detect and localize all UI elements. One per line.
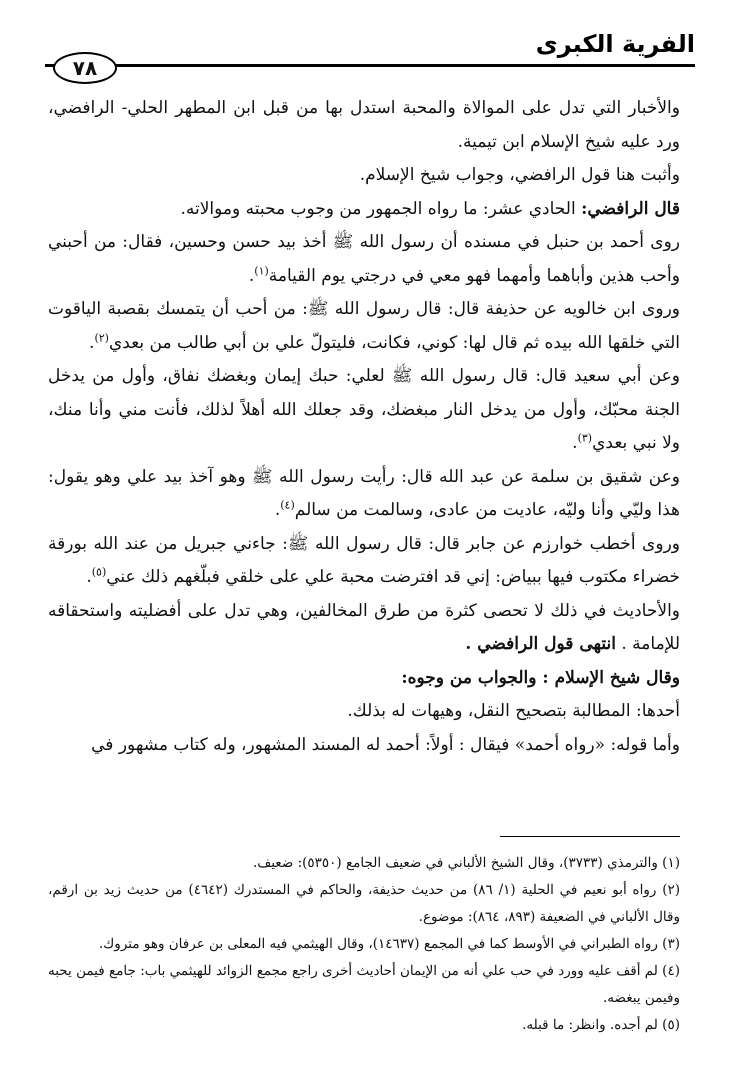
page-number: ٧٨ xyxy=(53,52,117,84)
paragraph xyxy=(48,293,680,360)
footnotes xyxy=(48,850,680,1039)
footnote: (٢) رواه أبو نعيم في الحلية (١/ ٨٦) من حديث حذيفة، والحاكم في المستدرك (٤٦٤٢) من حديث زيد بن ارقم، وقال الألباني في الضعيفة (٨٩٣، ٨٦٤): موضوع. xyxy=(48,882,681,925)
paragraph-end: . xyxy=(89,332,95,353)
header-rule xyxy=(45,64,695,67)
page-header xyxy=(45,28,695,80)
footnote-ref[interactable]: (٣) xyxy=(577,431,593,445)
paragraph: وأما قوله: «رواه أحمد» فيقال : أولاً: أحمد له المسند المشهور، وله كتاب مشهور في xyxy=(91,734,680,755)
paragraph-text: الحادي عشر: ما رواه الجمهور من وجوب محبته وموالاته. xyxy=(180,198,582,219)
paragraph-end: . xyxy=(86,567,92,587)
footnote: (٤) لم أقف عليه وورد في حب علي أنه من الإيمان أحاديث أخرى راجع مجمع الزوائد للهيثمي باب: جامع فيمن يحبه وفيمن يبغضه. xyxy=(48,963,680,1006)
paragraph: والأخبار التي تدل على الموالاة والمحبة استدل بها من قبل ابن المطهر الحلي- الرافضي، ورد عليه شيخ الإسلام ابن تيمية. xyxy=(48,98,680,152)
paragraph-end: . xyxy=(274,500,281,520)
speaker-label: قال الرافضي: xyxy=(581,198,680,219)
paragraph xyxy=(48,662,680,696)
footnote-ref[interactable]: (١) xyxy=(254,263,269,277)
paragraph xyxy=(48,360,680,461)
footnote: (٥) لم أجده. وانظر: ما قبله. xyxy=(522,1017,680,1033)
paragraph xyxy=(48,528,680,595)
paragraph xyxy=(48,193,680,227)
running-title: الفرية الكبرى xyxy=(535,30,695,58)
paragraph-end: . xyxy=(572,433,578,453)
paragraph: وأثبت هنا قول الرافضي، وجواب شيخ الإسلام. xyxy=(359,165,680,185)
paragraph-text: روى أحمد بن حنبل في مسنده أن رسول الله ﷺ أخذ بيد حسن وحسين، فقال: من أحبني وأحب هذين وأباهما وأمهما فهو معي في درجتي يوم القيامة xyxy=(48,232,680,286)
footnote-ref[interactable]: (٤) xyxy=(280,498,295,512)
paragraph-text: وروى ابن خالويه عن حذيفة قال: قال رسول الله ﷺ: من أحب أن يتمسك بقصبة الياقوت التي خلقها الله بيده ثم قال لها: كوني، فكانت، فليتولّ علي بن أبي طالب من بعدي xyxy=(48,299,680,353)
paragraph-text: والأحاديث في ذلك لا تحصى كثرة من طرق المخالفين، وهي تدل على أفضليته واستحقاقه للإمامة . xyxy=(48,600,680,654)
footnote-divider xyxy=(500,836,680,837)
paragraph-end: . xyxy=(248,265,255,286)
paragraph-text: والجواب من وجوه: xyxy=(401,667,543,688)
paragraph: أحدها: المطالبة بتصحيح النقل، وهيهات له بذلك. xyxy=(347,701,680,721)
quote-end: انتهى قول الرافضي . xyxy=(465,634,616,654)
speaker-label: وقال شيخ الإسلام : xyxy=(542,667,680,688)
paragraph xyxy=(48,226,680,293)
footnote-ref[interactable]: (٢) xyxy=(94,330,109,344)
body-text xyxy=(48,92,680,762)
paragraph xyxy=(48,461,680,528)
paragraph-text: وعن شقيق بن سلمة عن عبد الله قال: رأيت رسول الله ﷺ وهو آخذ بيد علي وهو يقول: هذا وليّي وأنا وليّه، عاديت من عادى، وسالمت من سالم xyxy=(48,466,680,520)
paragraph xyxy=(48,595,680,662)
paragraph-text: وروى أخطب خوارزم عن جابر قال: قال رسول الله ﷺ: جاءني جبريل من عند الله بورقة خضراء مكتوب فيها ببياض: إني قد افترضت محبة علي على خلقي فبلّغهم ذلك عني xyxy=(48,533,680,587)
footnote: (١) والترمذي (٣٧٣٣)، وقال الشيخ الألباني في ضعيف الجامع (٥٣٥٠): ضعيف. xyxy=(252,855,680,871)
paragraph-text: وعن أبي سعيد قال: قال رسول الله ﷺ لعلي: حبك إيمان وبغضك نفاق، وأول من يدخل الجنة محبّك، وأول من يدخل النار مبغضك، وقد جعلك الله أهلاً لذلك، فأنت مني وأنا منك، ولا نبي بعدي xyxy=(48,366,680,453)
footnote: (٣) رواه الطبراني في الأوسط كما في المجمع (١٤٦٣٧)، وقال الهيثمي فيه المعلى بن عرفان وهو متروك. xyxy=(98,936,680,952)
footnote-ref[interactable]: (٥) xyxy=(91,565,107,579)
